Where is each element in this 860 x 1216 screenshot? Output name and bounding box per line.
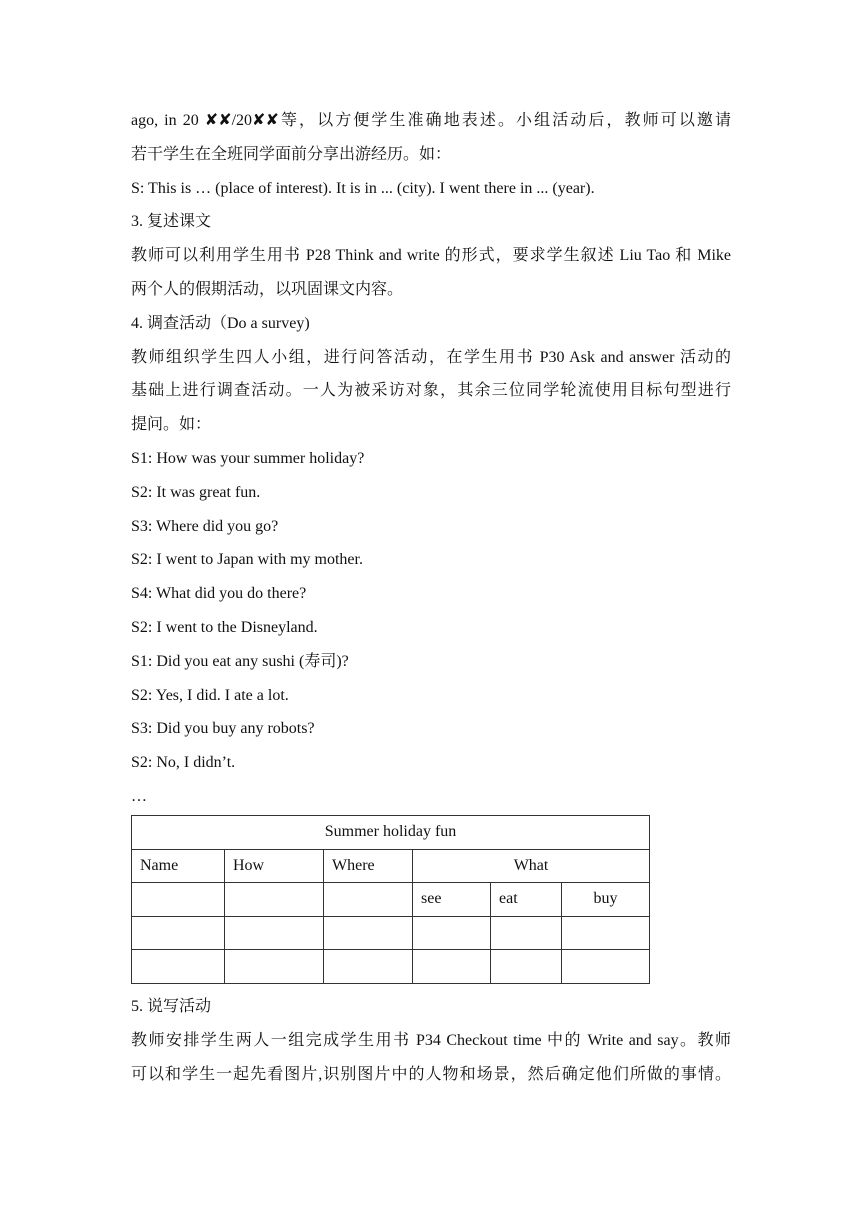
- header-how: How: [225, 849, 324, 883]
- table-cell: [225, 950, 324, 984]
- table-cell: [324, 916, 413, 950]
- paragraph-line: 教师可以利用学生用书 P28 Think and write 的形式，要求学生叙述 Liu Tao 和 Mike: [131, 247, 731, 265]
- table-cell: [413, 950, 491, 984]
- dialogue-line: S2: I went to the Disneyland.: [131, 618, 318, 636]
- table-row: [132, 916, 650, 950]
- table-row: [132, 883, 650, 917]
- dialogue-line: S1: Did you eat any sushi (寿司)?: [131, 652, 349, 670]
- dialogue-line: S1: How was your summer holiday?: [131, 449, 365, 467]
- paragraph-line: 若干学生在全班同学面前分享出游经历。如：: [131, 145, 452, 163]
- example-sentence: S: This is … (place of interest). It is in ... (city). I went there in ... (year).: [131, 179, 595, 197]
- table-cell: [132, 916, 225, 950]
- survey-table: [131, 815, 650, 984]
- paragraph-line: 教师组织学生四人小组，进行问答活动，在学生用书 P30 Ask and answer 活动的: [131, 348, 731, 366]
- dialogue-line: S3: Where did you go?: [131, 517, 279, 535]
- paragraph-line: 可以和学生一起先看图片,识别图片中的人物和场景，然后确定他们所做的事情。: [131, 1065, 731, 1083]
- paragraph-line: ago, in 20 ✘✘/20✘✘等，以方便学生准确地表述。小组活动后，教师可以邀请: [131, 112, 731, 129]
- subheader-buy: buy: [562, 883, 650, 917]
- dialogue-line: S3: Did you buy any robots?: [131, 720, 315, 738]
- table-cell: [562, 916, 650, 950]
- paragraph-line: 提问。如：: [131, 416, 212, 434]
- dialogue-line: S2: It was great fun.: [131, 483, 261, 501]
- table-cell: [132, 950, 225, 984]
- table-title: Summer holiday fun: [132, 816, 650, 850]
- document-body: [131, 104, 731, 814]
- header-what: What: [413, 849, 650, 883]
- header-where: Where: [324, 849, 413, 883]
- paragraph-line: 两个人的假期活动，以巩固课文内容。: [131, 280, 404, 298]
- table-cell: [491, 950, 562, 984]
- ellipsis: …: [131, 787, 147, 805]
- table-cell: [132, 883, 225, 917]
- table-cell: [225, 883, 324, 917]
- table-header-row: [132, 849, 650, 883]
- table-title-row: [132, 816, 650, 850]
- subheader-eat: eat: [491, 883, 562, 917]
- table-cell: [491, 916, 562, 950]
- dialogue-line: S2: No, I didn’t.: [131, 754, 236, 772]
- header-name: Name: [132, 849, 225, 883]
- dialogue-line: S4: What did you do there?: [131, 585, 307, 603]
- table-cell: [324, 883, 413, 917]
- table-row: [132, 950, 650, 984]
- section-heading-survey: 4. 调查活动（Do a survey): [131, 314, 310, 332]
- table-cell: [413, 916, 491, 950]
- paragraph-line: 教师安排学生两人一组完成学生用书 P34 Checkout time 中的 Write and say。教师: [131, 1031, 731, 1049]
- table-cell: [225, 916, 324, 950]
- paragraph-line: 基础上进行调查活动。一人为被采访对象，其余三位同学轮流使用目标句型进行: [131, 382, 731, 400]
- table-cell: [324, 950, 413, 984]
- section-heading-speak-write: 5. 说写活动: [131, 998, 212, 1015]
- subheader-see: see: [413, 883, 491, 917]
- document-body-continued: [131, 990, 731, 1091]
- table-cell: [562, 950, 650, 984]
- section-heading-retell: 3. 复述课文: [131, 213, 212, 231]
- dialogue-line: S2: Yes, I did. I ate a lot.: [131, 686, 289, 704]
- dialogue-line: S2: I went to Japan with my mother.: [131, 551, 363, 569]
